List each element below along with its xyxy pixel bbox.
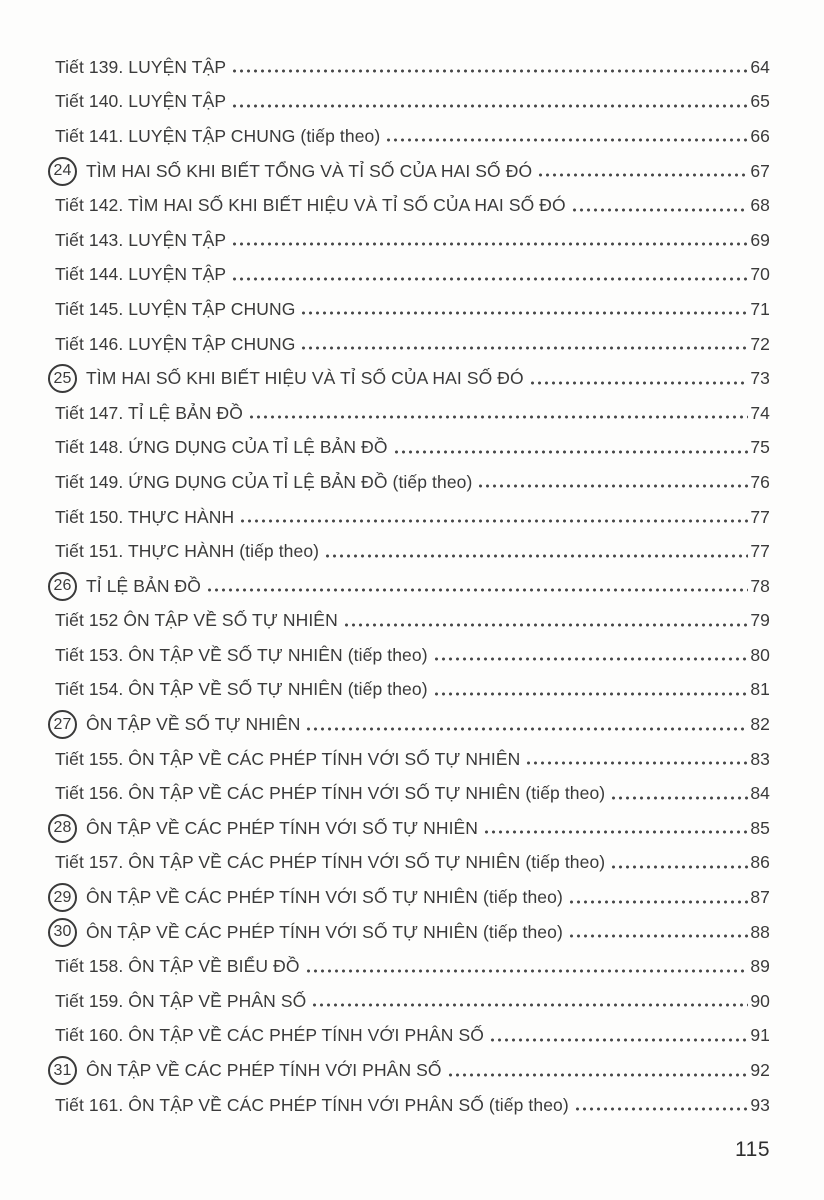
dot-leader-icon	[479, 483, 748, 489]
entry-title: Tiết 144. LUYỆN TẬP	[55, 264, 227, 285]
entry-title: Tiết 157. ÔN TẬP VỀ CÁC PHÉP TÍNH VỚI SỐ TỰ NHIÊN (tiếp theo)	[55, 852, 606, 873]
entry-page-number: 67	[750, 160, 770, 181]
entry-page-number: 64	[750, 56, 770, 77]
dot-leader-icon	[250, 414, 748, 420]
dot-leader-icon	[345, 622, 749, 628]
dot-leader-icon	[233, 241, 748, 247]
entry-title: Tiết 147. TỈ LỆ BẢN ĐỒ	[55, 402, 243, 423]
dot-leader-icon	[302, 310, 748, 316]
toc-entry	[55, 431, 770, 466]
toc-entry	[55, 949, 770, 984]
toc-entry	[55, 1053, 770, 1088]
entry-title: TÌM HAI SỐ KHI BIẾT HIỆU VÀ TỈ SỐ CỦA HAI SỐ ĐÓ	[86, 368, 524, 389]
entry-title: TỈ LỆ BẢN ĐỒ	[86, 575, 201, 596]
entry-page-number: 74	[750, 402, 770, 423]
toc-entry	[55, 327, 770, 362]
entry-title: Tiết 155. ÔN TẬP VỀ CÁC PHÉP TÍNH VỚI SỐ TỰ NHIÊN	[55, 748, 521, 769]
entry-title: Tiết 139. LUYỆN TẬP	[55, 56, 227, 77]
entry-title: ÔN TẬP VỀ CÁC PHÉP TÍNH VỚI PHÂN SỐ	[86, 1060, 442, 1081]
toc-entry	[55, 604, 770, 639]
toc-entry	[55, 846, 770, 881]
chapter-number-badge	[48, 918, 77, 947]
dot-leader-icon	[612, 864, 748, 870]
toc-entry	[55, 880, 770, 915]
entry-page-number: 76	[750, 471, 770, 492]
entry-page-number: 89	[750, 956, 770, 977]
dot-leader-icon	[570, 933, 748, 939]
entry-title: ÔN TẬP VỀ CÁC PHÉP TÍNH VỚI SỐ TỰ NHIÊN	[86, 817, 479, 838]
toc-entry	[55, 85, 770, 120]
dot-leader-icon	[313, 1002, 748, 1008]
entry-title: Tiết 148. ỨNG DỤNG CỦA TỈ LỆ BẢN ĐỒ	[55, 437, 388, 458]
dot-leader-icon	[302, 345, 748, 351]
dot-leader-icon	[241, 518, 748, 524]
entry-page-number: 91	[750, 1025, 770, 1046]
chapter-number-badge	[48, 814, 77, 843]
toc-entry	[55, 673, 770, 708]
toc-entry	[55, 707, 770, 742]
entry-title: Tiết 150. THỰC HÀNH	[55, 506, 235, 527]
entry-title: Tiết 146. LUYỆN TẬP CHUNG	[55, 333, 296, 354]
toc-entry	[55, 742, 770, 777]
entry-title: Tiết 143. LUYỆN TẬP	[55, 229, 227, 250]
entry-page-number: 85	[750, 817, 770, 838]
toc-entry	[55, 1019, 770, 1054]
dot-leader-icon	[570, 899, 748, 905]
toc-entry	[55, 50, 770, 85]
entry-page-number: 83	[750, 748, 770, 769]
chapter-number: 26	[53, 577, 72, 595]
entry-title: Tiết 145. LUYỆN TẬP CHUNG	[55, 298, 296, 319]
dot-leader-icon	[307, 968, 749, 974]
toc-entry	[55, 188, 770, 223]
entry-page-number: 82	[750, 714, 770, 735]
entry-title: Tiết 142. TÌM HAI SỐ KHI BIẾT HIỆU VÀ TỈ SỐ CỦA HAI SỐ ĐÓ	[55, 195, 566, 216]
entry-title: ÔN TẬP VỀ CÁC PHÉP TÍNH VỚI SỐ TỰ NHIÊN (tiếp theo)	[86, 887, 563, 908]
dot-leader-icon	[233, 276, 748, 282]
dot-leader-icon	[233, 68, 748, 74]
dot-leader-icon	[307, 726, 748, 732]
entry-page-number: 87	[750, 887, 770, 908]
toc-entry	[55, 258, 770, 293]
dot-leader-icon	[395, 449, 749, 455]
entry-title: Tiết 161. ÔN TẬP VỀ CÁC PHÉP TÍNH VỚI PHÂN SỐ (tiếp theo)	[55, 1094, 569, 1115]
entry-page-number: 65	[750, 91, 770, 112]
toc-entry	[55, 776, 770, 811]
dot-leader-icon	[531, 380, 749, 386]
toc-entry	[55, 119, 770, 154]
toc-list	[55, 50, 770, 1122]
toc-entry	[55, 984, 770, 1019]
chapter-number: 25	[53, 369, 72, 387]
toc-entry	[55, 534, 770, 569]
toc-entry	[55, 396, 770, 431]
dot-leader-icon	[208, 587, 748, 593]
chapter-number: 28	[53, 819, 72, 837]
toc-entry	[55, 915, 770, 950]
dot-leader-icon	[435, 656, 749, 662]
entry-title: ÔN TẬP VỀ CÁC PHÉP TÍNH VỚI SỐ TỰ NHIÊN (tiếp theo)	[86, 921, 563, 942]
entry-title: Tiết 158. ÔN TẬP VỀ BIỂU ĐỒ	[55, 956, 300, 977]
chapter-number: 31	[53, 1061, 72, 1079]
entry-page-number: 81	[750, 679, 770, 700]
entry-title: Tiết 149. ỨNG DỤNG CỦA TỈ LỆ BẢN ĐỒ (tiếp theo)	[55, 471, 473, 492]
page-number: 115	[735, 1138, 770, 1161]
chapter-number: 24	[53, 162, 72, 180]
toc-entry	[55, 1088, 770, 1123]
dot-leader-icon	[539, 172, 748, 178]
entry-page-number: 71	[750, 298, 770, 319]
toc-entry	[55, 465, 770, 500]
entry-page-number: 73	[750, 368, 770, 389]
entry-title: TÌM HAI SỐ KHI BIẾT TỔNG VÀ TỈ SỐ CỦA HAI SỐ ĐÓ	[86, 160, 533, 181]
dot-leader-icon	[326, 553, 748, 559]
chapter-number-badge	[48, 883, 77, 912]
chapter-number: 30	[53, 923, 72, 941]
dot-leader-icon	[449, 1072, 749, 1078]
entry-title: Tiết 141. LUYỆN TẬP CHUNG (tiếp theo)	[55, 125, 381, 146]
dot-leader-icon	[435, 691, 749, 697]
entry-title: Tiết 153. ÔN TẬP VỀ SỐ TỰ NHIÊN (tiếp theo)	[55, 644, 428, 665]
entry-page-number: 90	[750, 990, 770, 1011]
chapter-number: 29	[53, 888, 72, 906]
chapter-number-badge	[48, 1056, 77, 1085]
toc-entry	[55, 811, 770, 846]
entry-title: Tiết 151. THỰC HÀNH (tiếp theo)	[55, 541, 320, 562]
toc-entry	[55, 638, 770, 673]
entry-title: Tiết 159. ÔN TẬP VỀ PHÂN SỐ	[55, 990, 307, 1011]
dot-leader-icon	[576, 1106, 749, 1112]
entry-title: Tiết 160. ÔN TẬP VỀ CÁC PHÉP TÍNH VỚI PHÂN SỐ	[55, 1025, 484, 1046]
dot-leader-icon	[387, 137, 748, 143]
entry-page-number: 78	[750, 575, 770, 596]
entry-page-number: 66	[750, 125, 770, 146]
entry-title: Tiết 140. LUYỆN TẬP	[55, 91, 227, 112]
entry-page-number: 80	[750, 644, 770, 665]
entry-page-number: 68	[750, 195, 770, 216]
entry-page-number: 79	[750, 610, 770, 631]
dot-leader-icon	[612, 795, 748, 801]
chapter-number-badge	[48, 364, 77, 393]
entry-page-number: 77	[750, 506, 770, 527]
dot-leader-icon	[573, 207, 749, 213]
dot-leader-icon	[485, 829, 748, 835]
entry-title: Tiết 156. ÔN TẬP VỀ CÁC PHÉP TÍNH VỚI SỐ TỰ NHIÊN (tiếp theo)	[55, 783, 606, 804]
entry-page-number: 75	[750, 437, 770, 458]
entry-page-number: 92	[750, 1060, 770, 1081]
toc-entry	[55, 223, 770, 258]
toc-entry	[55, 500, 770, 535]
dot-leader-icon	[491, 1037, 748, 1043]
dot-leader-icon	[527, 760, 748, 766]
entry-page-number: 84	[750, 783, 770, 804]
entry-page-number: 88	[750, 921, 770, 942]
entry-page-number: 69	[750, 229, 770, 250]
entry-title: ÔN TẬP VỀ SỐ TỰ NHIÊN	[86, 714, 301, 735]
entry-page-number: 70	[750, 264, 770, 285]
entry-title: Tiết 152 ÔN TẬP VỀ SỐ TỰ NHIÊN	[55, 610, 338, 631]
entry-page-number: 72	[750, 333, 770, 354]
entry-page-number: 86	[750, 852, 770, 873]
dot-leader-icon	[233, 103, 748, 109]
toc-entry	[55, 292, 770, 327]
toc-entry	[55, 569, 770, 604]
chapter-number-badge	[48, 157, 77, 186]
entry-title: Tiết 154. ÔN TẬP VỀ SỐ TỰ NHIÊN (tiếp theo)	[55, 679, 428, 700]
chapter-number-badge	[48, 710, 77, 739]
chapter-number-badge	[48, 572, 77, 601]
entry-page-number: 93	[750, 1094, 770, 1115]
chapter-number: 27	[53, 715, 72, 733]
entry-page-number: 77	[750, 541, 770, 562]
toc-entry	[55, 154, 770, 189]
toc-entry	[55, 361, 770, 396]
